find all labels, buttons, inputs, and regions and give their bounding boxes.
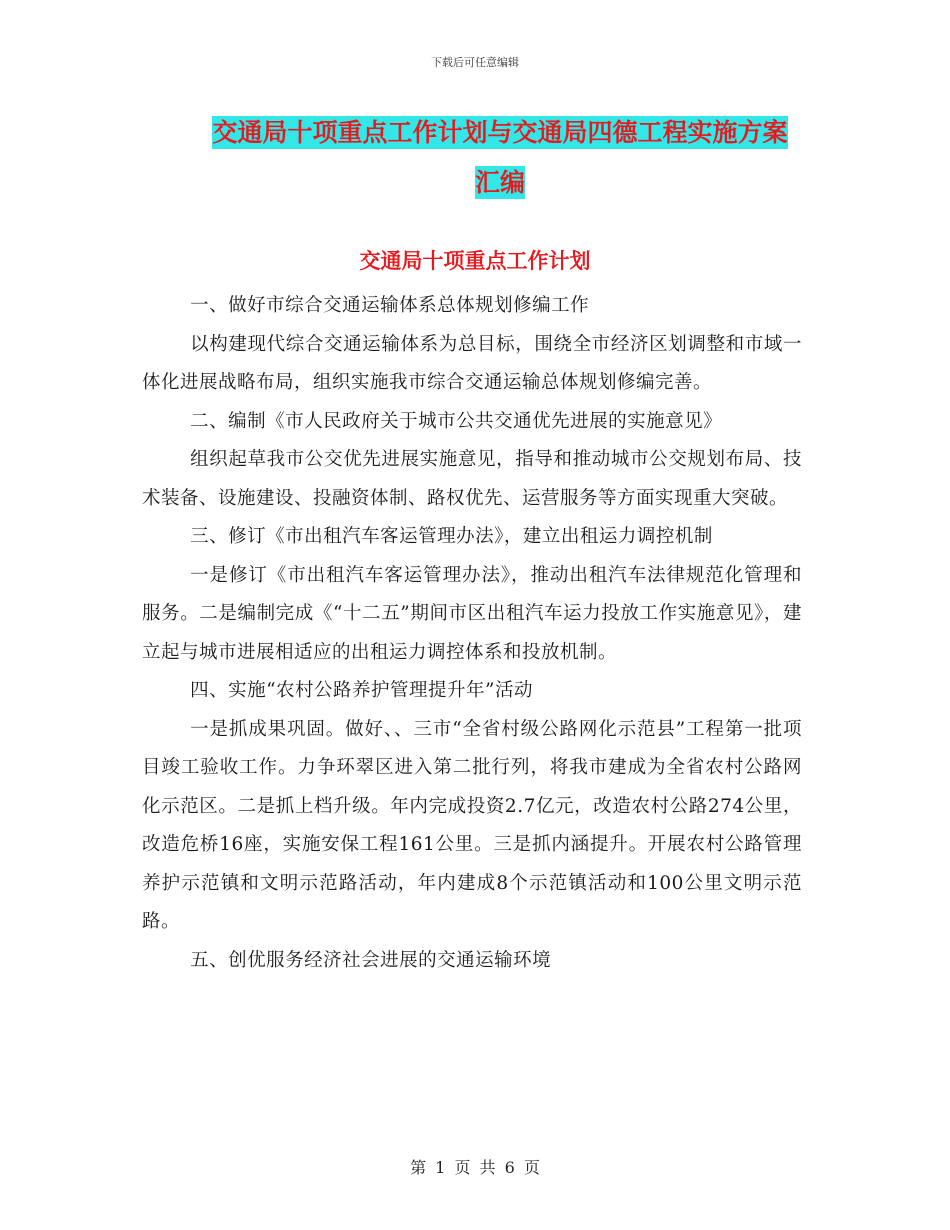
heading-3: 三、修订《市出租汽车客运管理办法》，建立出租运力调控机制 <box>190 526 713 547</box>
paragraph-4: 一是抓成果巩固。做好、、三市“全省村级公路网化示范县”工程第一批项目竣工验收工作。力争环翠区进入第二批行列，将我市建成为全省农村公路网化示范区。二是抓上档升级。年内完成投资2.7亿元，改造农村公路274公里，改造危桥16座，实施安保工程161公里。三是抓内涵提升。开展农村公路管理养护示范镇和文明示范路活动，年内建成8个示范镇活动和100公里文明示范路。 <box>142 718 802 932</box>
header-note: 下载后可任意编辑 <box>431 56 519 69</box>
heading-1: 一、做好市综合交通运输体系总体规划修编工作 <box>190 295 590 316</box>
document-title-line-1: 交通局十项重点工作计划与交通局四德工程实施方案 <box>212 118 788 147</box>
paragraph-2: 组织起草我市公交优先进展实施意见，指导和推动城市公交规划布局、技术装备、设施建设、投融资体制、路权优先、运营服务等方面实现重大突破。 <box>142 449 802 509</box>
heading-2: 二、编制《市人民政府关于城市公共交通优先进展的实施意见》 <box>190 410 723 432</box>
page-footer: 第 1 页 共 6 页 <box>410 1158 540 1177</box>
paragraph-1: 以构建现代综合交通运输体系为总目标，围绕全市经济区划调整和市域一体化进展战略布局，组织实施我市综合交通运输总体规划修编完善。 <box>142 333 802 393</box>
document-body <box>142 287 802 980</box>
paragraph-3: 一是修订《市出租汽车客运管理办法》，推动出租汽车法律规范化管理和服务。二是编制完成《“十二五”期间市区出租汽车运力投放工作实施意见》，建立起与城市进展相适应的出租运力调控体系和投放机制。 <box>142 564 802 663</box>
heading-4: 四、实施“农村公路养护管理提升年”活动 <box>190 680 534 701</box>
heading-5: 五、创优服务经济社会进展的交通运输环境 <box>190 949 552 971</box>
document-title-line-2: 汇编 <box>474 168 525 197</box>
document-title <box>150 108 850 208</box>
section-title: 交通局十项重点工作计划 <box>359 249 591 273</box>
